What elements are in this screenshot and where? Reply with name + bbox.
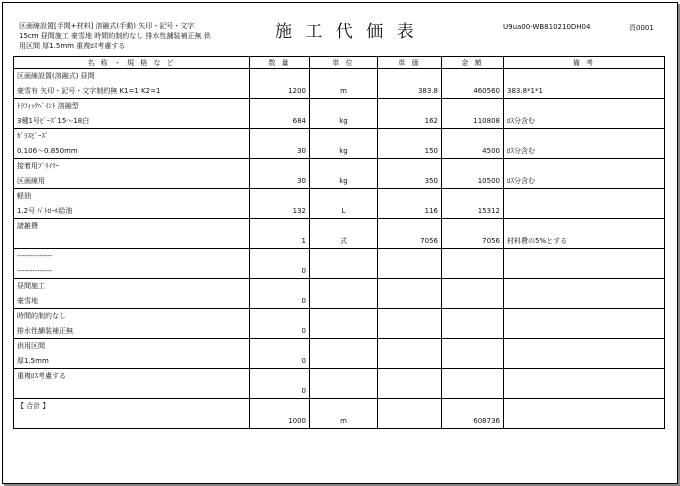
table-row xyxy=(14,129,665,144)
document-code: U9ua00-WB810210DH04 xyxy=(503,23,591,31)
item-price xyxy=(378,414,442,429)
item-price xyxy=(378,384,442,399)
item-name-line2: 1.2号 ﾊﾟﾄﾛｰﾙ給油 xyxy=(14,204,250,219)
item-name-line2: 豪雪有 矢印・記号・文字制約無 K1=1 K2=1 xyxy=(14,84,250,99)
item-name-line1: ﾄﾗﾌｨｯｸﾍﾟｲﾝﾄ 溶融型 xyxy=(14,99,250,114)
item-price: 162 xyxy=(378,114,442,129)
item-name-line1: 諸雑費 xyxy=(14,219,250,234)
item-price: 7056 xyxy=(378,234,442,249)
item-unit: kg xyxy=(310,114,378,129)
table-row xyxy=(14,339,665,354)
item-price: 383.8 xyxy=(378,84,442,99)
item-amount xyxy=(442,324,504,339)
item-amount: 4500 xyxy=(442,144,504,159)
item-amount: 608736 xyxy=(442,414,504,429)
item-amount: 460560 xyxy=(442,84,504,99)
item-amount: 7056 xyxy=(442,234,504,249)
table-row xyxy=(14,294,665,309)
item-note xyxy=(504,384,665,399)
item-unit: m xyxy=(310,84,378,99)
item-qty: 0 xyxy=(250,324,310,339)
table-row xyxy=(14,159,665,174)
item-name-line1: 時間的制約なし xyxy=(14,309,250,324)
item-qty: 0 xyxy=(250,264,310,279)
page-title: 施 工 代 価 表 xyxy=(275,22,418,42)
table-row xyxy=(14,264,665,279)
item-note xyxy=(504,414,665,429)
item-amount xyxy=(442,354,504,369)
table-row xyxy=(14,174,665,189)
item-qty: 684 xyxy=(250,114,310,129)
item-price: 116 xyxy=(378,204,442,219)
col-header-amount: 金 額 xyxy=(442,57,504,69)
table-row xyxy=(14,324,665,339)
item-note xyxy=(504,264,665,279)
item-name-line1: 昼間施工 xyxy=(14,279,250,294)
item-price xyxy=(378,264,442,279)
item-name-line2: 排水性舗装補正無 xyxy=(14,324,250,339)
item-unit xyxy=(310,294,378,309)
table-row xyxy=(14,369,665,384)
item-note: 383.8*1*1 xyxy=(504,84,665,99)
item-price xyxy=(378,324,442,339)
table-row xyxy=(14,234,665,249)
item-unit xyxy=(310,324,378,339)
item-name-line1: 接着用ﾌﾟﾗｲﾏｰ xyxy=(14,159,250,174)
item-amount xyxy=(442,264,504,279)
item-name-line2: 3種1号ﾋﾞｰｽﾞ15～18白 xyxy=(14,114,250,129)
item-note: ﾛｽ分含む xyxy=(504,144,665,159)
item-note xyxy=(504,354,665,369)
page-number: 頁0001 xyxy=(629,24,654,32)
item-amount xyxy=(442,294,504,309)
table-header-row xyxy=(14,57,665,69)
item-unit: kg xyxy=(310,144,378,159)
col-header-note: 備 考 xyxy=(504,57,665,69)
item-name-line2 xyxy=(14,414,250,429)
item-unit: L xyxy=(310,204,378,219)
col-header-price: 単 価 xyxy=(378,57,442,69)
table-row xyxy=(14,219,665,234)
table-row xyxy=(14,69,665,84)
header-description xyxy=(19,21,259,51)
item-name-line2: 区画線用 xyxy=(14,174,250,189)
item-price: 350 xyxy=(378,174,442,189)
item-qty: 0 xyxy=(250,384,310,399)
col-header-name: 名 称 ・ 規 格 な ど xyxy=(14,57,250,69)
item-price xyxy=(378,354,442,369)
item-unit xyxy=(310,354,378,369)
item-unit xyxy=(310,264,378,279)
item-name-line1: ｶﾞﾗｽﾋﾞｰｽﾞ xyxy=(14,129,250,144)
item-name-line1: 重複ﾛｽ考慮する xyxy=(14,369,250,384)
table-row xyxy=(14,309,665,324)
item-qty: 132 xyxy=(250,204,310,219)
item-name-line2: 0.106～0.850mm xyxy=(14,144,250,159)
item-unit: kg xyxy=(310,174,378,189)
item-qty: 30 xyxy=(250,174,310,189)
table-row xyxy=(14,414,665,429)
col-header-qty: 数 量 xyxy=(250,57,310,69)
table-row xyxy=(14,249,665,264)
table-row xyxy=(14,354,665,369)
item-qty: 1 xyxy=(250,234,310,249)
item-qty: 30 xyxy=(250,144,310,159)
item-amount: 15312 xyxy=(442,204,504,219)
item-name-line2: 豪雪地 xyxy=(14,294,250,309)
item-note: ﾛｽ分含む xyxy=(504,114,665,129)
description-line: 区画線設置[手間+材料] 溶融式(手動) 矢印・記号・文字 xyxy=(19,22,195,30)
item-name-line1: 区画線設置(溶融式) 昼間 xyxy=(14,69,250,84)
item-amount xyxy=(442,384,504,399)
item-price: 150 xyxy=(378,144,442,159)
table-row xyxy=(14,114,665,129)
item-note: 材料費の5%とする xyxy=(504,234,665,249)
item-qty: 1200 xyxy=(250,84,310,99)
description-line: 用区間 厚1.5mm 重複ﾛｽ考慮する xyxy=(19,42,126,50)
item-name-line1: 【 合計 】 xyxy=(14,399,250,414)
table-row xyxy=(14,204,665,219)
item-amount: 110808 xyxy=(442,114,504,129)
table-row xyxy=(14,84,665,99)
table-row xyxy=(14,189,665,204)
item-name-line2 xyxy=(14,384,250,399)
item-name-line2: 厚1.5mm xyxy=(14,354,250,369)
item-name-line1: 軽油 xyxy=(14,189,250,204)
item-unit xyxy=(310,384,378,399)
cost-table xyxy=(13,56,665,429)
item-qty: 0 xyxy=(250,354,310,369)
item-amount: 10500 xyxy=(442,174,504,189)
item-name-line1: 供用区間 xyxy=(14,339,250,354)
description-line: 15cm 昼間施工 豪雪地 時間的制約なし 排水性舗装補正無 供 xyxy=(19,32,211,40)
item-note xyxy=(504,294,665,309)
item-qty: 0 xyxy=(250,294,310,309)
item-note: ﾛｽ分含む xyxy=(504,174,665,189)
item-name-line2: -------------- xyxy=(14,264,250,279)
item-unit: 式 xyxy=(310,234,378,249)
item-name-line2 xyxy=(14,234,250,249)
table-row xyxy=(14,384,665,399)
table-row xyxy=(14,99,665,114)
item-note xyxy=(504,324,665,339)
table-row xyxy=(14,144,665,159)
table-row xyxy=(14,399,665,414)
table-row xyxy=(14,279,665,294)
item-unit: m xyxy=(310,414,378,429)
col-header-unit: 単 位 xyxy=(310,57,378,69)
item-qty: 1000 xyxy=(250,414,310,429)
item-name-line1: -------------- xyxy=(14,249,250,264)
item-price xyxy=(378,294,442,309)
item-note xyxy=(504,204,665,219)
